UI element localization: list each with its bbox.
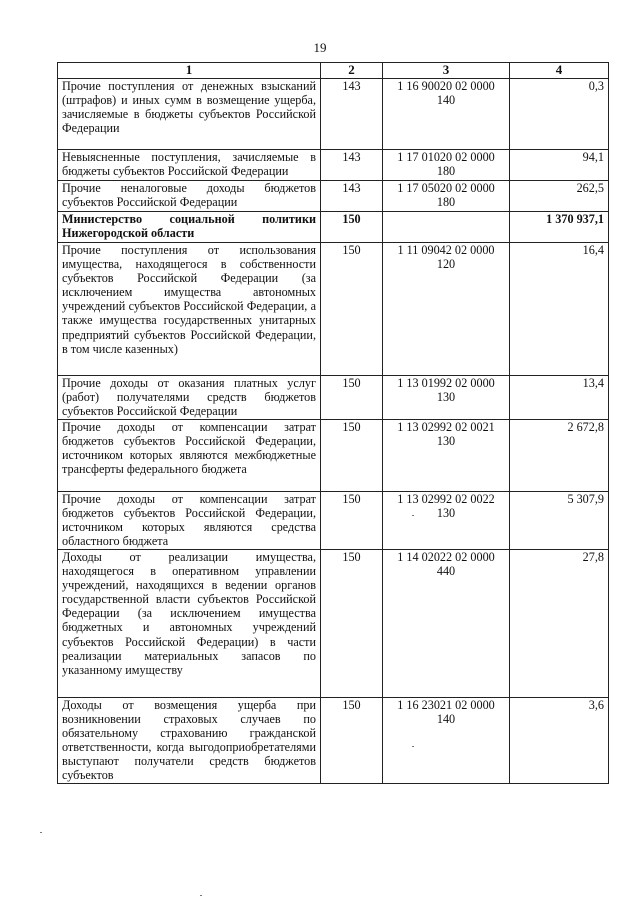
row-amount: 0,3 [510, 79, 609, 150]
table-row [58, 376, 609, 420]
scan-speck [200, 895, 202, 896]
row-name: Прочие доходы от компенсации затрат бюджетов субъектов Российской Федерации, источником которых являются средства областного бюджета [58, 492, 321, 550]
row-revenue-code: 1 17 01020 02 0000 180 [383, 150, 510, 181]
header-col-4: 4 [510, 63, 609, 79]
table-row [58, 550, 609, 698]
row-admin-code: 150 [321, 243, 383, 376]
table-row [58, 420, 609, 492]
table-row [58, 150, 609, 181]
row-name: Невыясненные поступления, зачисляемые в бюджеты субъектов Российской Федерации [58, 150, 321, 181]
row-revenue-code: 1 13 02992 02 0022 130 [383, 492, 510, 550]
row-admin-code: 150 [321, 550, 383, 698]
row-revenue-code: 1 17 05020 02 0000 180 [383, 181, 510, 212]
table-body [58, 79, 609, 784]
row-name: Прочие поступления от денежных взысканий (штрафов) и иных сумм в возмещение ущерба, зачисляемые в бюджеты субъектов Российской Федерации [58, 79, 321, 150]
row-name: Прочие поступления от использования имущества, находящегося в собственности субъектов Российской Федерации (за исключением имущества автономных учреждений субъектов Российской Федерации, а также имущества государственных унитарных предприятий субъектов Российской Федерации, в том числе казенных) [58, 243, 321, 376]
row-admin-code: 143 [321, 181, 383, 212]
table-row [58, 212, 609, 243]
scan-speck [412, 515, 414, 516]
row-revenue-code: 1 16 23021 02 0000 140 [383, 698, 510, 784]
row-amount: 27,8 [510, 550, 609, 698]
row-name: Прочие доходы от оказания платных услуг (работ) получателями средств бюджетов субъектов Российской Федерации [58, 376, 321, 420]
row-name: Министерство социальной политики Нижегородской области [58, 212, 321, 243]
table-header-row [58, 63, 609, 79]
row-amount: 13,4 [510, 376, 609, 420]
row-revenue-code: 1 13 02992 02 0021 130 [383, 420, 510, 492]
row-amount: 94,1 [510, 150, 609, 181]
table-row [58, 492, 609, 550]
scan-speck [412, 746, 414, 747]
table-row [58, 181, 609, 212]
row-admin-code: 143 [321, 79, 383, 150]
header-col-3: 3 [383, 63, 510, 79]
revenue-table [57, 62, 609, 784]
row-name: Доходы от возмещения ущерба при возникновении страховых случаев по обязательному страхованию гражданской ответственности, когда выгодоприобретателями выступают получатели средств бюджетов субъектов [58, 698, 321, 784]
row-amount: 262,5 [510, 181, 609, 212]
row-amount: 16,4 [510, 243, 609, 376]
row-admin-code: 150 [321, 420, 383, 492]
row-revenue-code: 1 11 09042 02 0000 120 [383, 243, 510, 376]
row-admin-code: 150 [321, 698, 383, 784]
header-col-1: 1 [58, 63, 321, 79]
row-name: Прочие доходы от компенсации затрат бюджетов субъектов Российской Федерации, источником которых являются межбюджетные трансферты федерального бюджета [58, 420, 321, 492]
page-number: 19 [313, 40, 327, 55]
scan-speck [40, 832, 42, 833]
row-name: Доходы от реализации имущества, находящегося в оперативном управлении учреждений, находящихся в ведении органов государственной власти субъектов Российской Федерации (за исключением имущества бюджетных и автономных учреждений субъектов Российской Федерации) в части реализации материальных запасов по указанному имуществу [58, 550, 321, 698]
row-revenue-code [383, 212, 510, 243]
row-admin-code: 150 [321, 212, 383, 243]
row-revenue-code: 1 14 02022 02 0000 440 [383, 550, 510, 698]
row-admin-code: 150 [321, 376, 383, 420]
row-amount: 3,6 [510, 698, 609, 784]
row-admin-code: 150 [321, 492, 383, 550]
row-revenue-code: 1 13 01992 02 0000 130 [383, 376, 510, 420]
row-amount: 2 672,8 [510, 420, 609, 492]
table-row [58, 79, 609, 150]
row-admin-code: 143 [321, 150, 383, 181]
row-revenue-code: 1 16 90020 02 0000 140 [383, 79, 510, 150]
header-col-2: 2 [321, 63, 383, 79]
row-amount: 5 307,9 [510, 492, 609, 550]
table-row [58, 698, 609, 784]
table-row [58, 243, 609, 376]
row-amount: 1 370 937,1 [510, 212, 609, 243]
row-name: Прочие неналоговые доходы бюджетов субъектов Российской Федерации [58, 181, 321, 212]
